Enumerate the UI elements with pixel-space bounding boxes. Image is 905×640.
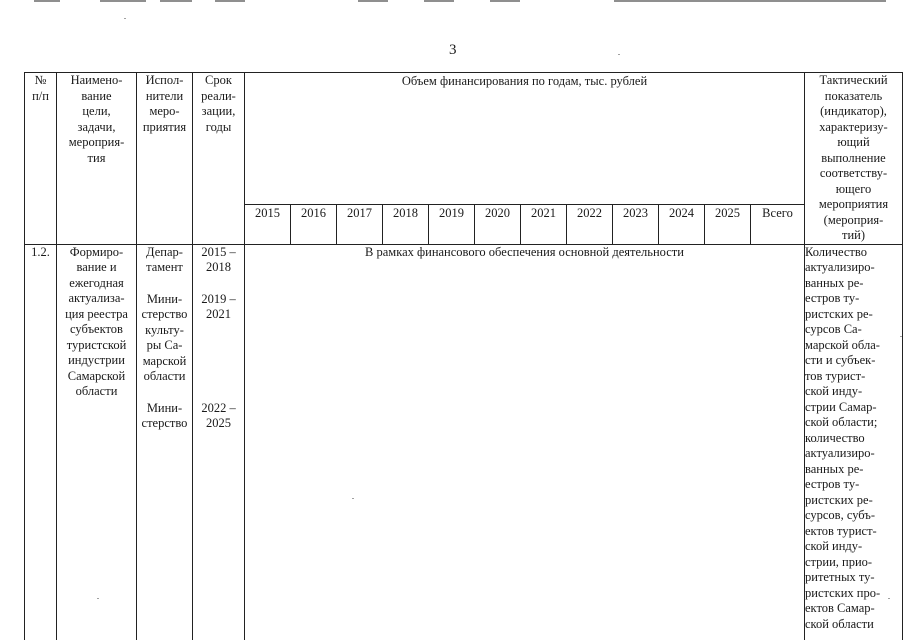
scan-artifact	[358, 0, 388, 2]
header-indicator: Тактический показатель (индикатор), характеризу- ющий выполнение соответству- ющего мероприятия (мероприя- тий)	[805, 73, 903, 245]
table-row	[25, 244, 903, 640]
year-total-cell: Всего	[751, 205, 805, 244]
measures-table	[24, 72, 903, 640]
year-cell: 2018	[383, 205, 429, 244]
executor-2: Мини- стерство культу- ры Са- марской области	[141, 291, 188, 383]
row-number: 1.2.	[25, 244, 57, 640]
year-cell: 2020	[475, 205, 521, 244]
scan-speck	[124, 18, 126, 19]
row-indicator: Количество актуализиро- ванных ре- естров ту- ристских ре- сурсов Са- марской обла- сти и субъек- тов турист- ской инду- стрии Самар- ской области; количество актуализиро- ванных ре- естров ту- ристских ре- сурсов, субъ- ектов турист- ской инду- стрии, прио- ритетных ту- ристских про- ектов Самар- ской области	[805, 244, 903, 640]
period-3: 2022 – 2025	[201, 400, 236, 430]
row-periods	[193, 244, 245, 640]
scan-artifact	[100, 0, 146, 2]
page-number: 3	[449, 42, 457, 58]
header-period: Срок реали- зации, годы	[193, 73, 245, 245]
year-cell: 2016	[291, 205, 337, 244]
scan-artifact	[160, 0, 192, 2]
executor-1: Депар- тамент	[146, 244, 183, 274]
header-name: Наимено- вание цели, задачи, мероприя- тия	[57, 73, 137, 245]
header-executors: Испол- нители меро- приятия	[137, 73, 193, 245]
row-funding-note: В рамках финансового обеспечения основной деятельности	[245, 244, 805, 640]
scan-speck	[618, 54, 620, 55]
header-number: № п/п	[25, 73, 57, 245]
header-row	[25, 73, 903, 205]
scan-artifact	[215, 0, 245, 2]
year-cell: 2021	[521, 205, 567, 244]
year-cell: 2023	[613, 205, 659, 244]
scan-artifact	[424, 0, 454, 2]
row-name: Формиро- вание и ежегодная актуализа- ция реестра субъектов туристской индустрии Самарской области	[57, 244, 137, 640]
period-1: 2015 – 2018	[201, 244, 236, 274]
executor-3: Мини- стерство	[141, 400, 188, 430]
year-cell: 2015	[245, 205, 291, 244]
year-cell: 2025	[705, 205, 751, 244]
scan-artifact	[614, 0, 886, 2]
scan-artifact	[490, 0, 520, 2]
year-cell: 2022	[567, 205, 613, 244]
year-cell: 2017	[337, 205, 383, 244]
period-2: 2019 – 2021	[201, 291, 236, 321]
header-funding: Объем финансирования по годам, тыс. рублей	[245, 73, 805, 205]
row-executors	[137, 244, 193, 640]
scan-artifact	[34, 0, 60, 2]
year-cell: 2019	[429, 205, 475, 244]
year-cell: 2024	[659, 205, 705, 244]
